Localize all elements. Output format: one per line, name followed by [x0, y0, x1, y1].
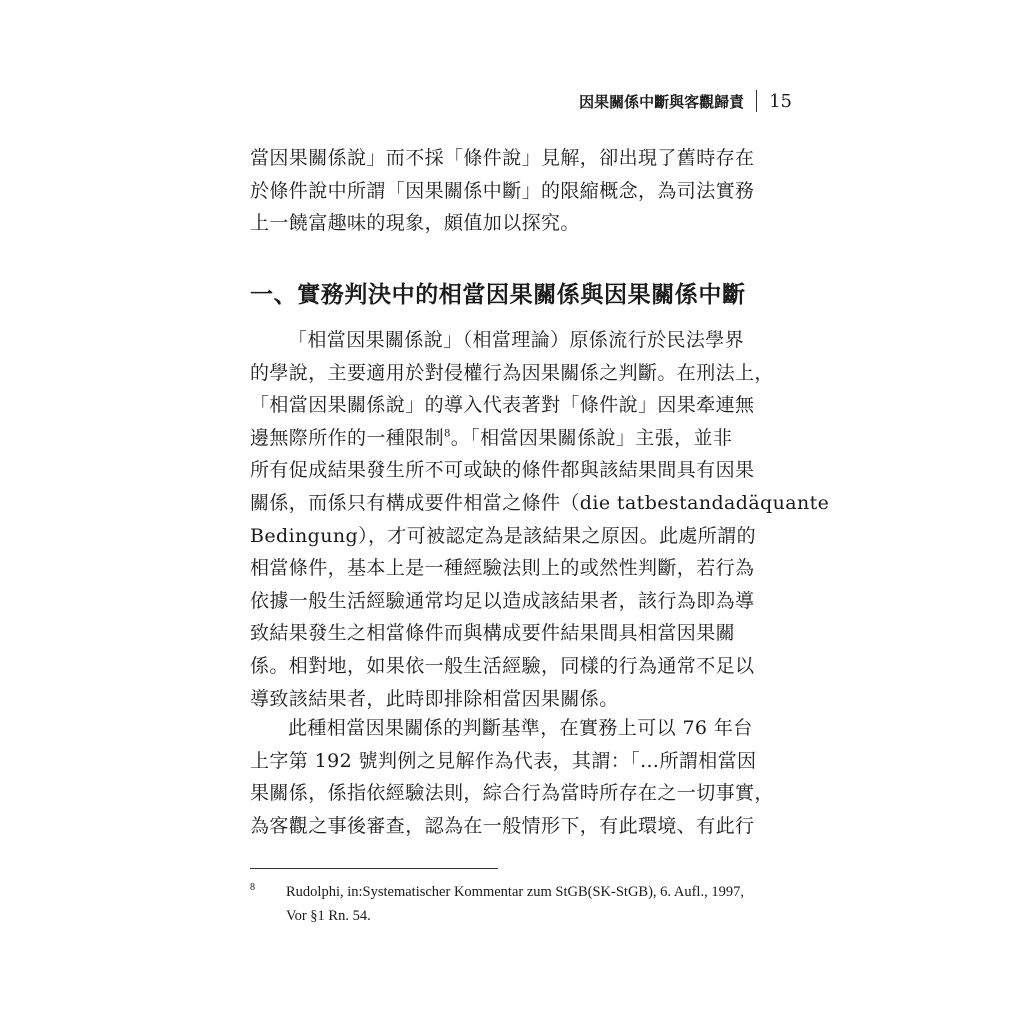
- text-line: 相當條件，基本上是一種經驗法則上的或然性判斷，若行為: [250, 557, 755, 580]
- running-title: 因果關係中斷與客觀歸責: [579, 92, 745, 111]
- section-heading: 一、實務判決中的相當因果關係與因果關係中斷: [250, 281, 746, 308]
- footnote-mark: 8: [250, 882, 255, 893]
- page-number: 15: [769, 90, 792, 112]
- text-line: 導致該結果者，此時即排除相當因果關係。: [250, 687, 619, 710]
- text-line: 依據一般生活經驗通常均足以造成該結果者，該行為即為導: [250, 589, 755, 612]
- text-segment: 邊無際所作的一種限制: [250, 426, 445, 449]
- footnote-text-line: Vor §1 Rn. 54.: [286, 908, 371, 924]
- text-line: 「相當因果關係說」（相當理論）原係流行於民法學界: [288, 329, 745, 351]
- text-line: 於條件說中所謂「因果關係中斷」的限縮概念，為司法實務: [250, 179, 755, 202]
- footnote-divider: [250, 868, 498, 869]
- text-line: 關係，而係只有構成要件相當之條件（die tatbestandadäquante: [250, 491, 830, 514]
- text-line: 「相當因果關係說」的導入代表著對「條件說」因果牽連無: [250, 394, 755, 417]
- body-paragraph-1: [250, 324, 830, 715]
- header-divider: [756, 90, 757, 112]
- text-line: 為客觀之事後審查，認為在一般情形下，有此環境、有此行: [250, 814, 755, 837]
- text-line: 上一饒富趣味的現象，頗值加以探究。: [250, 212, 580, 235]
- text-line: 的學說，主要適用於對侵權行為因果關係之判斷。在刑法上，: [250, 361, 774, 384]
- text-line: 致結果發生之相當條件而與構成要件結果間具相當因果關: [250, 622, 736, 645]
- footnote-reference[interactable]: 8: [444, 428, 451, 440]
- footnote-text-line: Rudolphi, in:Systematischer Kommentar zum StGB(SK-StGB), 6. Aufl., 1997,: [286, 884, 744, 900]
- text-line: 果關係，係指依經驗法則，綜合行為當時所存在之一切事實，: [250, 782, 774, 805]
- text-line: 當因果關係說」而不採「條件說」見解，卻出現了舊時存在: [250, 147, 755, 169]
- body-paragraph-2: [250, 712, 774, 842]
- text-line: 所有促成結果發生所不可或缺的條件都與該結果間具有因果: [250, 459, 755, 482]
- text-line: 此種相當因果關係的判斷基準，在實務上可以 76 年台: [288, 717, 753, 739]
- text-segment: 。「相當因果關係說」主張，並非: [450, 426, 733, 449]
- intro-paragraph: [250, 142, 770, 240]
- footnote: [250, 880, 780, 928]
- running-header: [579, 90, 792, 112]
- text-line: 上字第 192 號判例之見解作為代表，其謂：「…所謂相當因: [250, 749, 757, 772]
- text-line: Bedingung），才可被認定為是該結果之原因。此處所謂的: [250, 524, 756, 547]
- text-line: [250, 422, 770, 455]
- text-line: 係。相對地，如果依一般生活經驗，同樣的行為通常不足以: [250, 654, 755, 677]
